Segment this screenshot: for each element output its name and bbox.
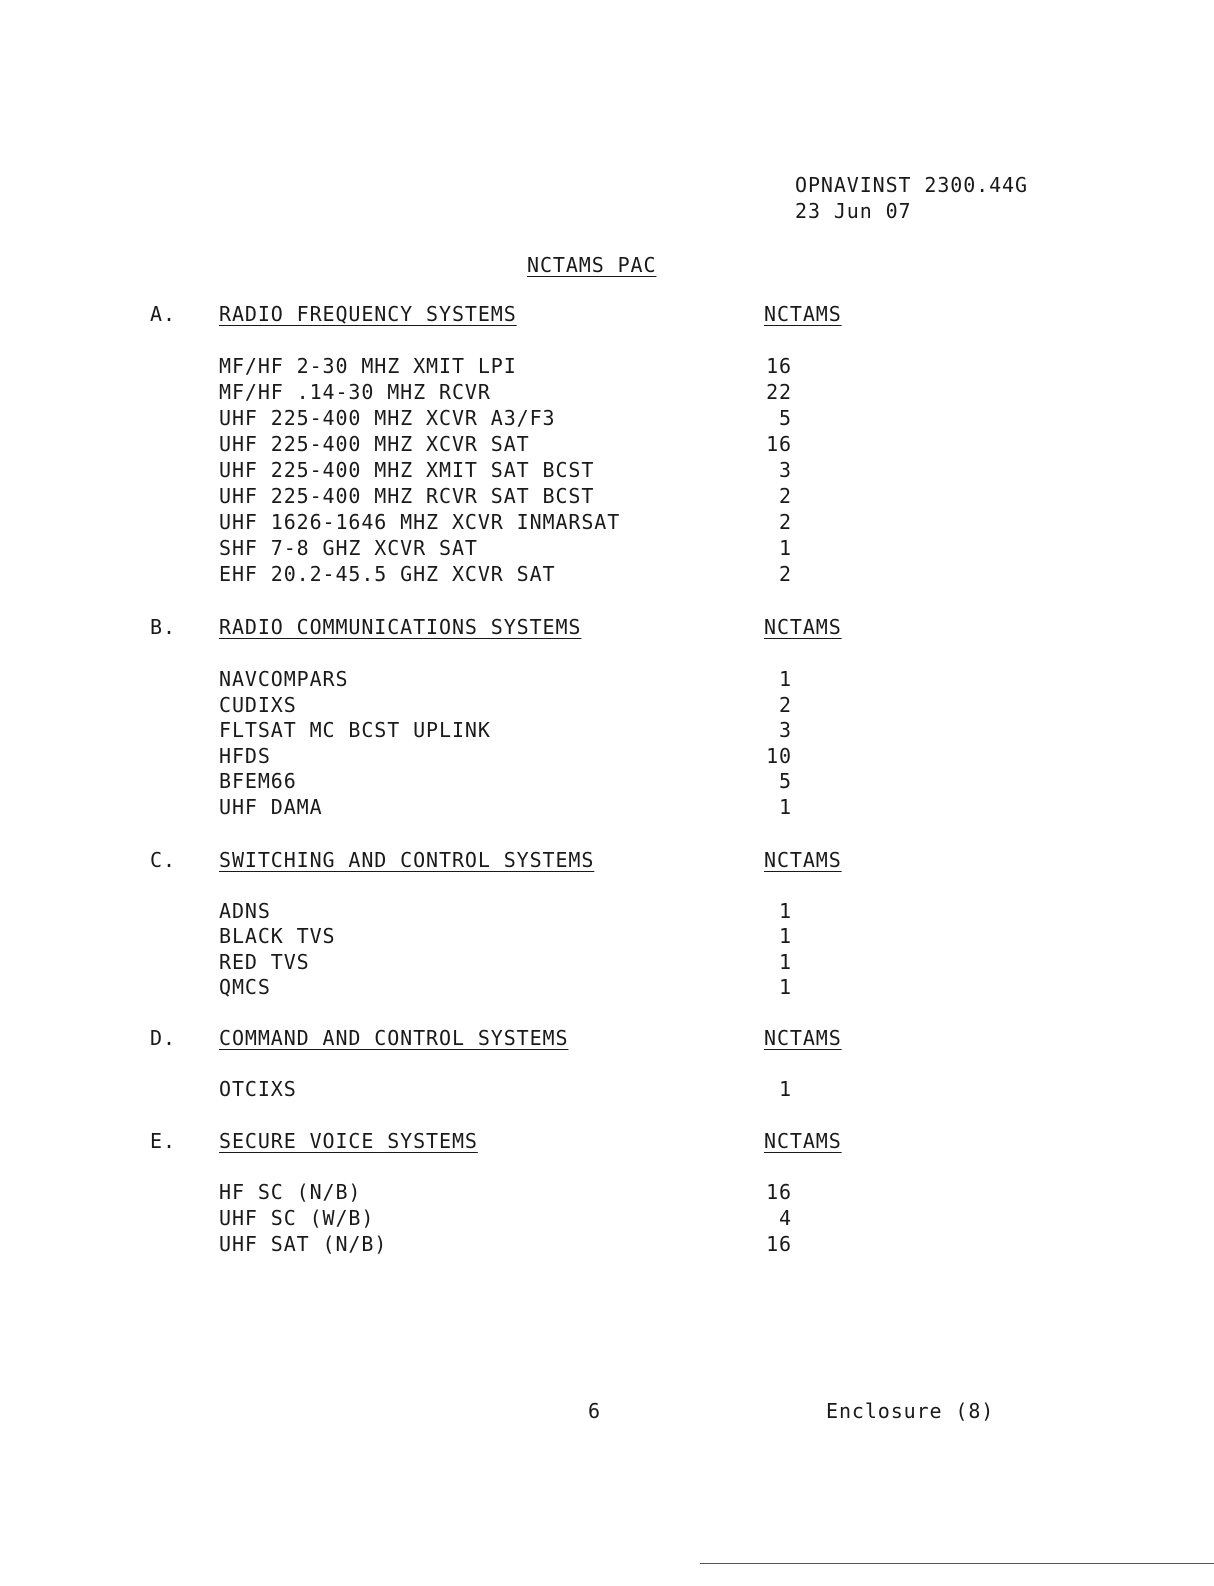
item-value: 1: [779, 975, 792, 999]
item-name: ADNS: [219, 899, 271, 923]
document-date: 23 Jun 07: [795, 199, 912, 223]
list-item: [0, 898, 1214, 924]
column-header: NCTAMS: [764, 1026, 842, 1050]
item-value: 16: [766, 1180, 792, 1204]
item-value: 5: [779, 406, 792, 430]
list-item: [0, 1179, 1214, 1205]
page-title: NCTAMS PAC: [527, 253, 657, 277]
list-item: [0, 666, 1214, 692]
item-value: 1: [779, 667, 792, 691]
item-value: 16: [766, 354, 792, 378]
item-name: UHF 225-400 MHZ RCVR SAT BCST: [219, 484, 595, 508]
section-letter: E.: [150, 1129, 176, 1153]
list-item: [0, 561, 1214, 587]
item-name: OTCIXS: [219, 1077, 297, 1101]
list-item: [0, 509, 1214, 535]
item-name: HFDS: [219, 744, 271, 768]
item-value: 4: [779, 1206, 792, 1230]
list-item: [0, 353, 1214, 379]
item-name: QMCS: [219, 975, 271, 999]
item-name: BLACK TVS: [219, 924, 336, 948]
item-value: 16: [766, 1232, 792, 1256]
list-item: [0, 794, 1214, 820]
section-letter: D.: [150, 1026, 176, 1050]
list-item: [0, 692, 1214, 718]
section-letter: C.: [150, 848, 176, 872]
item-value: 22: [766, 380, 792, 404]
item-name: UHF 1626-1646 MHZ XCVR INMARSAT: [219, 510, 621, 534]
item-name: UHF 225-400 MHZ XCVR A3/F3: [219, 406, 556, 430]
item-name: SHF 7-8 GHZ XCVR SAT: [219, 536, 478, 560]
item-name: UHF 225-400 MHZ XCVR SAT: [219, 432, 530, 456]
document-number: OPNAVINST 2300.44G: [795, 173, 1028, 197]
item-value: 16: [766, 432, 792, 456]
item-name: CUDIXS: [219, 693, 297, 717]
item-value: 1: [779, 924, 792, 948]
item-value: 1: [779, 1077, 792, 1101]
item-value: 1: [779, 795, 792, 819]
section-letter: A.: [150, 302, 176, 326]
enclosure-label: Enclosure (8): [826, 1399, 995, 1423]
list-item: [0, 379, 1214, 405]
column-header: NCTAMS: [764, 848, 842, 872]
list-item: [0, 743, 1214, 769]
item-value: 2: [779, 693, 792, 717]
list-item: [0, 1231, 1214, 1257]
item-name: EHF 20.2-45.5 GHZ XCVR SAT: [219, 562, 556, 586]
section-title: COMMAND AND CONTROL SYSTEMS: [219, 1026, 569, 1050]
section-title: SWITCHING AND CONTROL SYSTEMS: [219, 848, 595, 872]
item-value: 3: [779, 718, 792, 742]
item-name: FLTSAT MC BCST UPLINK: [219, 718, 491, 742]
page-number: 6: [588, 1399, 601, 1423]
footer-divider: [700, 1563, 1214, 1564]
item-value: 2: [779, 562, 792, 586]
item-value: 1: [779, 536, 792, 560]
item-name: UHF SAT (N/B): [219, 1232, 388, 1256]
list-item: [0, 974, 1214, 1000]
column-header: NCTAMS: [764, 302, 842, 326]
list-item: [0, 1205, 1214, 1231]
list-item: [0, 923, 1214, 949]
column-header: NCTAMS: [764, 1129, 842, 1153]
list-item: [0, 535, 1214, 561]
item-name: MF/HF 2-30 MHZ XMIT LPI: [219, 354, 517, 378]
list-item: [0, 768, 1214, 794]
section-letter: B.: [150, 615, 176, 639]
item-value: 2: [779, 484, 792, 508]
item-value: 10: [766, 744, 792, 768]
item-name: UHF SC (W/B): [219, 1206, 375, 1230]
item-name: UHF DAMA: [219, 795, 323, 819]
list-item: [0, 431, 1214, 457]
item-value: 1: [779, 950, 792, 974]
item-name: MF/HF .14-30 MHZ RCVR: [219, 380, 491, 404]
list-item: [0, 405, 1214, 431]
item-name: UHF 225-400 MHZ XMIT SAT BCST: [219, 458, 595, 482]
item-value: 3: [779, 458, 792, 482]
list-item: [0, 949, 1214, 975]
item-name: BFEM66: [219, 769, 297, 793]
section-title: SECURE VOICE SYSTEMS: [219, 1129, 478, 1153]
section-title: RADIO COMMUNICATIONS SYSTEMS: [219, 615, 582, 639]
list-item: [0, 717, 1214, 743]
item-value: 2: [779, 510, 792, 534]
section-title: RADIO FREQUENCY SYSTEMS: [219, 302, 517, 326]
item-value: 1: [779, 899, 792, 923]
list-item: [0, 457, 1214, 483]
item-name: NAVCOMPARS: [219, 667, 349, 691]
item-name: HF SC (N/B): [219, 1180, 362, 1204]
item-name: RED TVS: [219, 950, 310, 974]
column-header: NCTAMS: [764, 615, 842, 639]
item-value: 5: [779, 769, 792, 793]
list-item: [0, 1076, 1214, 1102]
list-item: [0, 483, 1214, 509]
